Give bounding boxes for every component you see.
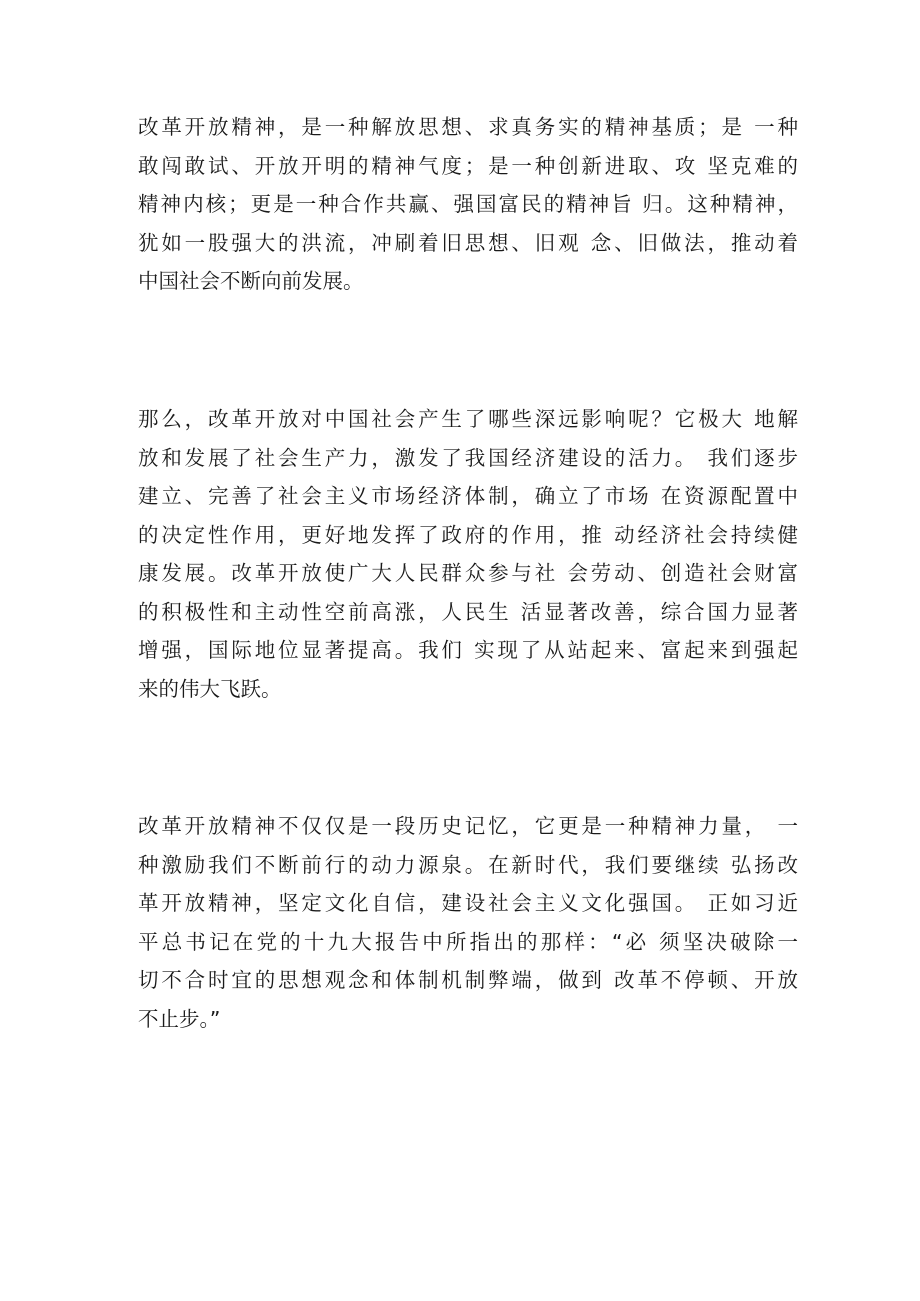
paragraph-line: 切不合时宜的思想观念和体制机制弊端，做到 改革不停顿、开放 — [138, 968, 798, 992]
paragraph-line: 改革开放精神不仅仅是一段历史记忆，它更是一种精神力量， 一 — [138, 814, 798, 838]
paragraph-line: 犹如一股强大的洪流，冲刷着旧思想、旧观 念、旧做法，推动着 — [138, 230, 798, 255]
paragraph-line: 改革开放精神，是一种解放思想、求真务实的精神基质；是 一种 — [138, 115, 798, 139]
paragraph-line: 中国社会不断向前发展。 — [138, 269, 364, 293]
paragraph-line: 那么，改革开放对中国社会产生了哪些深远影响呢？它极大 地解 — [138, 407, 798, 431]
paragraph-line: 康发展。改革开放使广大人民群众参与社 会劳动、创造社会财富 — [138, 561, 798, 585]
paragraph-line: 来的伟大飞跃。 — [138, 676, 282, 701]
paragraph-1 — [138, 108, 798, 301]
paragraph-2 — [138, 400, 798, 708]
paragraph-3 — [138, 807, 798, 1038]
paragraph-line: 增强，国际地位显著提高。我们 实现了从站起来、富起来到强起 — [138, 638, 798, 662]
paragraph-line: 敢闯敢试、开放开明的精神气度；是一种创新进取、攻 坚克难的 — [138, 153, 798, 178]
paragraph-line: 的积极性和主动性空前高涨，人民生 活显著改善，综合国力显著 — [138, 599, 798, 624]
paragraph-line: 革开放精神，坚定文化自信，建设社会主义文化强国。 正如习近 — [138, 891, 798, 915]
paragraph-line: 平总书记在党的十九大报告中所指出的那样：“必 须坚决破除一 — [138, 929, 798, 954]
paragraph-line: 的决定性作用，更好地发挥了政府的作用，推 动经济社会持续健 — [138, 522, 798, 547]
paragraph-line: 放和发展了社会生产力，激发了我国经济建设的活力。 我们逐步 — [138, 445, 798, 470]
paragraph-line: 种激励我们不断前行的动力源泉。在新时代，我们要继续 弘扬改 — [138, 852, 798, 877]
paragraph-line: 不止步。” — [138, 1006, 221, 1031]
paragraph-line: 建立、完善了社会主义市场经济体制，确立了市场 在资源配置中 — [138, 484, 798, 508]
paragraph-line: 精神内核；更是一种合作共赢、强国富民的精神旨 归。这种精神， — [138, 192, 798, 216]
